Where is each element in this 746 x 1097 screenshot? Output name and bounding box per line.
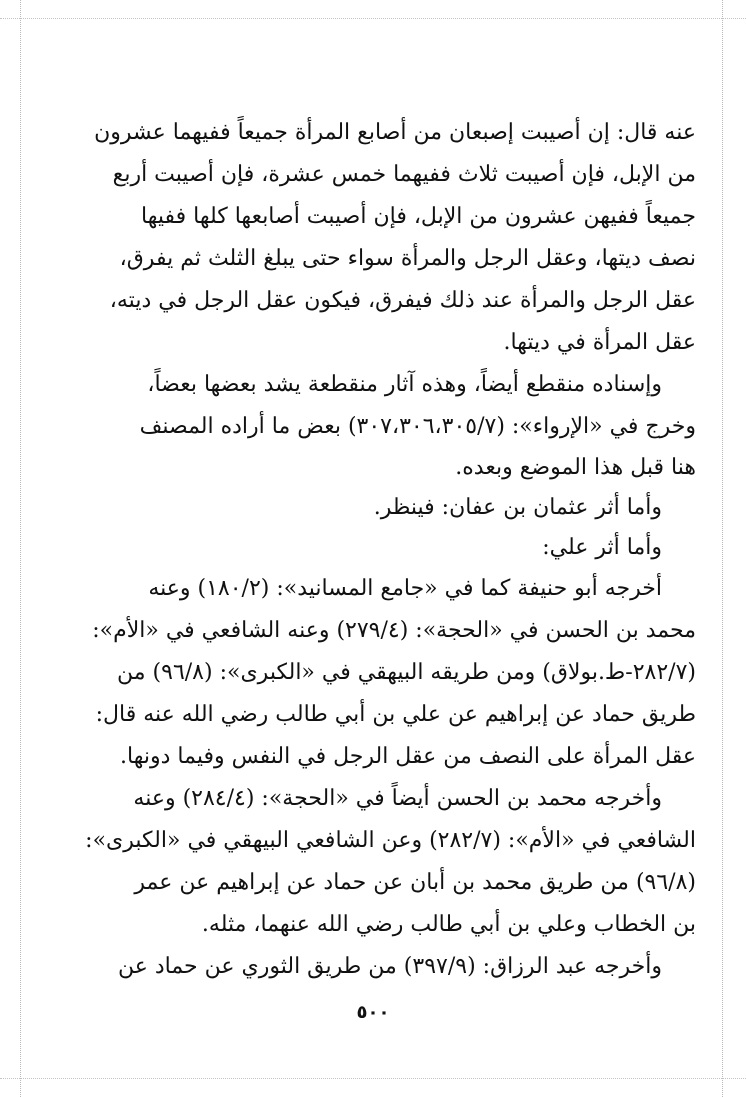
top-margin-guide — [0, 18, 746, 19]
text-line: الشافعي في «الأم»: (٢٨٢/٧) وعن الشافعي البيهقي في «الكبرى»: — [85, 828, 696, 853]
body-text — [48, 112, 696, 988]
text-line: وأما أثر عثمان بن عفان: فينظر. — [373, 495, 662, 520]
text-line: أخرجه أبو حنيفة كما في «جامع المسانيد»: (١٨٠/٢) وعنه — [148, 576, 662, 601]
text-line: بن الخطاب وعلي بن أبي طالب رضي الله عنهما، مثله. — [201, 912, 696, 937]
text-line: من الإبل، فإن أصيبت ثلاث ففيهما خمس عشرة، فإن أصيبت أربع — [112, 162, 696, 187]
text-line: هنا قبل هذا الموضع وبعده. — [455, 455, 696, 480]
text-line: جميعاً ففيهن عشرون من الإبل، فإن أصيبت أصابعها كلها ففيها — [141, 204, 696, 229]
text-line: وأما أثر علي: — [542, 535, 662, 560]
bottom-margin-guide — [0, 1078, 746, 1079]
text-line: وخرج في «الإرواء»: (٣٠٧،٣٠٦،٣٠٥/٧) بعض ما أراده المصنف — [139, 414, 696, 439]
text-line: وإسناده منقطع أيضاً، وهذه آثار منقطعة يشد بعضها بعضاً، — [147, 372, 662, 397]
text-line: عنه قال: إن أصيبت إصبعان من أصابع المرأة جميعاً ففيهما عشرون — [94, 120, 696, 145]
page-number: ٥٠٠ — [356, 1002, 390, 1023]
text-line: عقل الرجل والمرأة عند ذلك فيفرق، فيكون عقل الرجل في ديته، — [109, 288, 696, 313]
left-margin-guide — [20, 0, 21, 1097]
text-line: عقل المرأة في ديتها. — [503, 330, 696, 355]
text-line: طريق حماد عن إبراهيم عن علي بن أبي طالب رضي الله عنه قال: — [95, 702, 696, 727]
text-line: وأخرجه محمد بن الحسن أيضاً في «الحجة»: (٢٨٤/٤) وعنه — [133, 786, 662, 811]
text-line: وأخرجه عبد الرزاق: (٣٩٧/٩) من طريق الثوري عن حماد عن — [117, 954, 662, 979]
text-line: محمد بن الحسن في «الحجة»: (٢٧٩/٤) وعنه الشافعي في «الأم»: — [92, 618, 696, 643]
text-line: (٩٦/٨) من طريق محمد بن أبان عن حماد عن إبراهيم عن عمر — [134, 870, 696, 895]
text-line: نصف ديتها، وعقل الرجل والمرأة سواء حتى يبلغ الثلث ثم يفرق، — [119, 246, 696, 271]
text-line: (٢٨٢/٧-ط.بولاق) ومن طريقه البيهقي في «الكبرى»: (٩٦/٨) من — [117, 660, 696, 685]
text-line: عقل المرأة على النصف من عقل الرجل في النفس وفيما دونها. — [120, 744, 696, 769]
right-margin-guide — [722, 0, 723, 1097]
